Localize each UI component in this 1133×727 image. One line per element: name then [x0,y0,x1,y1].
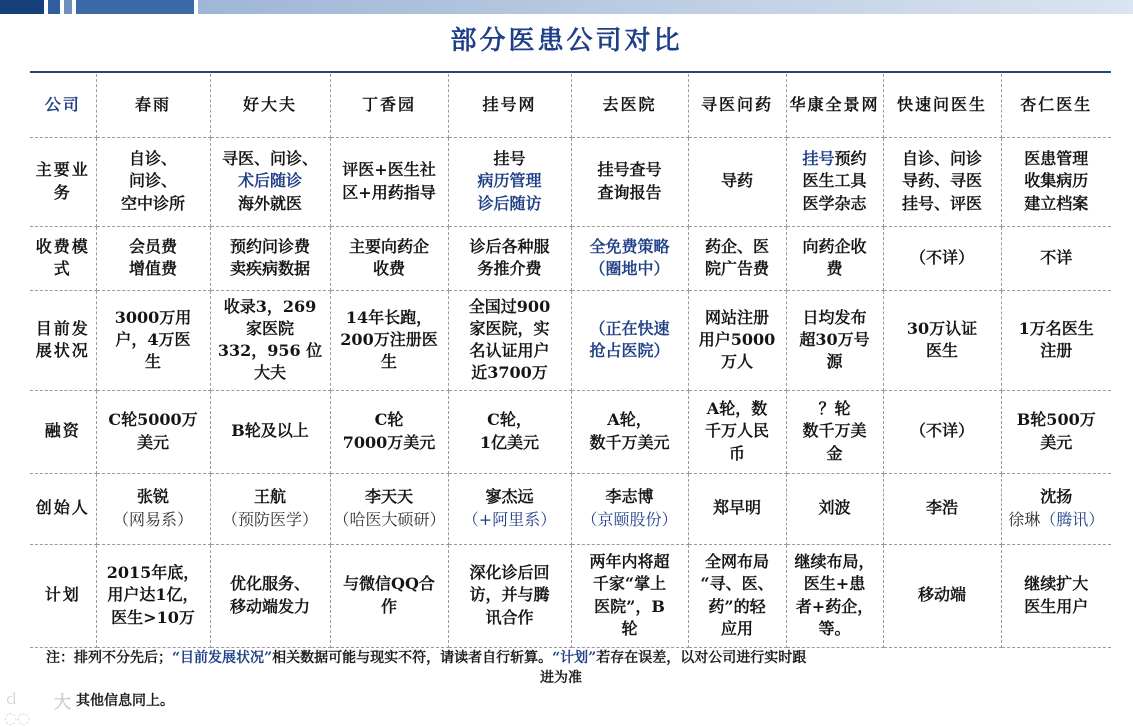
table-cell [330,290,448,390]
cell-line: 导药 [720,171,753,191]
cell-line: 自诊、问诊 [901,149,982,169]
cell-line: 医患管理 [1024,149,1089,169]
founder-cell [786,473,883,544]
founder-note: （+阿里系） [462,509,557,529]
cell-line: 院广告费 [704,259,769,278]
cell-line: 户，4万医 [115,329,191,349]
table-row [30,544,1111,647]
footnote-other: 其他信息同上。 [76,693,174,709]
table-cell [883,544,1001,647]
cell-line: “寻、医、 [700,574,774,594]
cell-line: 200万注册医 [340,329,438,349]
cell-line: 等。 [818,618,851,638]
table-cell [786,137,883,226]
cell-line: B轮500万 [1016,410,1096,430]
cell-line: 者+药企， [795,596,874,616]
table-cell [786,390,883,473]
row-header: 融资 [30,390,96,473]
table-cell [96,226,210,290]
cell-line: 区+用药指导 [342,182,436,202]
founder-note: （哈医大硕研） [333,509,446,529]
founder-cell [448,473,571,544]
founder-name: 沈扬 [1040,487,1073,507]
table-cell [688,226,786,290]
cell-line: 数千万美元 [589,432,670,452]
cell-line: 药”的轻 [708,596,766,616]
cell-line: 千家“掌上 [592,574,667,594]
cell-line: 1万名医生 [1018,318,1094,338]
cell-line: 深化诊后回 [469,563,550,583]
cell-line: 用户达1亿， [107,585,199,605]
table-cell [786,226,883,290]
cell-line: 近3700万 [471,363,548,383]
cell-line: 寻医、问诊、 [221,149,318,169]
cell-line: C轮， [487,410,532,430]
cell-line: 医学杂志 [802,193,867,213]
cell-line: 收录3，269 [223,296,317,316]
cell-line: 千万人民 [704,421,769,441]
founder-note: 徐琳（腾讯） [1008,509,1105,529]
table-cell [330,137,448,226]
founder-note: （京颐股份） [581,509,678,529]
table-cell [1001,226,1111,290]
table-cell [96,137,210,226]
cell-line: 优化服务、 [229,574,310,594]
company-header: 杏仁医生 [1001,74,1111,137]
cell-line: 诊后各种服 [469,236,550,256]
founder-name: 李志博 [605,487,654,507]
cell-line: 术后随诊 [237,171,302,191]
table-cell [786,544,883,647]
cell-line: 医生用户 [1024,596,1089,616]
footnote [46,648,1106,688]
table-cell [571,137,688,226]
cell-line: 海外就医 [237,193,302,213]
founder-name: 郑早明 [712,498,761,518]
founder-name: 王航 [253,487,286,507]
table-cell [210,226,330,290]
table-cell [210,290,330,390]
table-cell [448,290,571,390]
company-header: 寻医问药 [688,74,786,137]
cell-line: （正在快速 [589,318,670,338]
cell-line: 3000万用 [114,307,192,327]
table-cell [688,290,786,390]
cell-line: C轮5000万 [108,410,198,430]
company-header: 快速问医生 [883,74,1001,137]
table-cell [786,290,883,390]
cell-line: 注册 [1040,341,1073,360]
cell-line: 问诊、 [128,171,177,191]
cell-line: 继续扩大 [1024,574,1089,594]
table-cell [210,544,330,647]
table-cell [210,390,330,473]
cell-line: 用户5000 [698,329,776,349]
cell-line: 预约问诊费 [229,236,310,256]
cell-line: 332，956 位 [217,341,323,360]
table-cell [688,544,786,647]
cell-line: 移动端 [917,585,966,605]
row-header: 计划 [30,544,96,647]
table-row [30,473,1111,544]
cell-line: 数千万美 [802,421,867,441]
decorative-top-bar [0,0,1133,14]
row-header: 创始人 [30,473,96,544]
cell-line: 大夫 [253,363,286,383]
table-cell [883,390,1001,473]
founder-cell [210,473,330,544]
table-cell [1001,544,1111,647]
watermark-text: 大 [54,693,71,713]
table-cell [210,137,330,226]
cell-line: 生 [144,352,161,372]
cell-line: 挂号、评医 [901,193,982,213]
table-cell [883,290,1001,390]
cell-line: 美元 [136,432,169,452]
cell-line: 2015年底， [106,563,200,583]
comparison-table [30,74,1111,648]
cell-line: 生 [380,352,397,372]
table-cell [96,544,210,647]
founder-name: 张锐 [136,487,169,507]
cell-line: （不详） [909,247,974,267]
cell-line: 收集病历 [1024,171,1089,191]
founder-name: 李天天 [364,487,413,507]
cell-line: 医生>10万 [111,607,195,627]
founder-note: （预防医学） [221,509,318,529]
cell-line: 7000万美元 [342,432,436,452]
watermark-logo-icon: ｄ◌◌ [4,690,31,727]
table-cell [1001,137,1111,226]
table-cell [96,390,210,473]
cell-line: 全国过900 [468,296,551,316]
company-header: 去医院 [571,74,688,137]
cell-line: 病历管理 [477,171,542,191]
cell-line: 增值费 [128,259,177,278]
cell-line: 金 [826,443,843,463]
table-row [30,137,1111,226]
cell-line: 日均发布 [802,307,867,327]
footnote-mid: 相关数据可能与现实不符，请读者自行斩算。 [272,650,553,666]
table-cell [448,137,571,226]
cell-line: 与微信QQ合 [343,574,435,594]
company-header: 好大夫 [210,74,330,137]
cell-line: （圈地中） [589,259,670,278]
table-cell [571,226,688,290]
cell-line: 全网布局 [704,552,769,572]
title-rule [30,71,1111,73]
cell-line: 自诊、 [128,149,177,169]
table-row [30,290,1111,390]
cell-line: 医院”，B [594,596,665,616]
cell-line: 家医院，实 [469,318,550,338]
cell-line: 医生+患 [803,574,866,594]
table-cell [448,544,571,647]
cell-line: 继续布局， [794,552,875,572]
founder-cell [571,473,688,544]
cell-line: 会员费 [128,236,177,256]
founder-name: 李浩 [925,498,958,518]
table-cell [883,137,1001,226]
footnote-suffix: 若存在误差，以对公司进行实时跟 [596,650,807,666]
row-header: 主要业务 [30,137,96,226]
cell-line: C轮 [374,410,404,430]
page-title: 部分医患公司对比 [450,26,683,56]
company-header: 丁香园 [330,74,448,137]
cell-line: 名认证用户 [469,341,550,360]
company-header: 挂号网 [448,74,571,137]
cell-line: 应用 [720,618,753,638]
cell-line: 讯合作 [485,607,534,627]
cell-line: 务推介费 [477,259,542,278]
cell-line: 挂号查号 [597,160,662,180]
cell-line: 访，并与腾 [469,585,550,605]
company-header: 春雨 [96,74,210,137]
cell-line: 两年内将超 [589,552,670,572]
table-cell [571,290,688,390]
cell-line: 不详 [1040,247,1073,267]
cell-line: 万人 [720,352,753,372]
cell-line: 全免费策略 [589,236,670,256]
table-cell [688,137,786,226]
cell-line: 网站注册 [704,307,769,327]
cell-line: 家医院 [245,318,294,338]
table-cell [688,390,786,473]
footnote-line2: 进为准 [540,670,582,686]
cell-line: 主要向药企 [348,236,429,256]
founder-note: （网易系） [112,509,193,529]
cell-line: 费 [826,259,843,278]
table-cell [96,290,210,390]
founder-cell [688,473,786,544]
cell-line: B轮及以上 [231,421,309,441]
cell-line: 向药企收 [802,236,867,256]
cell-line: （不详） [909,421,974,441]
header-corner: 公司 [30,74,96,137]
cell-line: 移动端发力 [229,596,310,616]
cell-line: 建立档案 [1024,193,1089,213]
cell-line: 币 [728,443,745,463]
founder-cell [330,473,448,544]
cell-line: 超30万号 [799,329,870,349]
cell-line: 导药、寻医 [901,171,982,191]
table-cell [330,390,448,473]
company-header: 华康全景网 [786,74,883,137]
footnote-term-plan: “计划” [552,650,597,666]
table-cell [330,226,448,290]
cell-line: ？轮 [818,399,851,419]
cell-line: 轮 [621,618,638,638]
table-cell [1001,390,1111,473]
cell-line: 挂号预约 [802,149,867,169]
table-cell [571,390,688,473]
founder-cell [883,473,1001,544]
cell-line: 源 [826,352,843,372]
cell-line: 空中诊所 [120,193,185,213]
cell-line: A轮， [607,410,652,430]
cell-line: 医生 [925,341,958,360]
footnote-term-status: “目前发展状况” [172,650,273,666]
row-header: 收费模式 [30,226,96,290]
footnote-prefix: 注：排列不分先后； [46,650,172,666]
table-cell [1001,290,1111,390]
row-header: 目前发展状况 [30,290,96,390]
cell-line: 美元 [1040,432,1073,452]
table-cell [448,390,571,473]
cell-line: 卖疾病数据 [229,259,310,278]
cell-line: A轮，数 [706,399,768,419]
cell-line: 评医+医生社 [342,160,436,180]
cell-line: 1亿美元 [479,432,540,452]
cell-line: 收费 [372,259,405,278]
founder-name: 寥杰远 [485,487,534,507]
founder-cell [1001,473,1111,544]
cell-line: 药企、医 [704,236,769,256]
table-cell [448,226,571,290]
cell-line: 14年长跑， [345,307,433,327]
cell-line: 挂号 [493,149,526,169]
cell-line: 查询报告 [597,182,662,202]
table-cell [883,226,1001,290]
table-cell [330,544,448,647]
cell-line: 30万认证 [906,318,978,338]
table-cell [571,544,688,647]
table-row [30,226,1111,290]
cell-line: 抢占医院） [589,341,670,360]
table-row [30,390,1111,473]
cell-line: 医生工具 [802,171,867,191]
cell-line: 作 [380,596,397,616]
founder-name: 刘波 [818,498,851,518]
cell-line: 诊后随访 [477,193,542,213]
founder-cell [96,473,210,544]
